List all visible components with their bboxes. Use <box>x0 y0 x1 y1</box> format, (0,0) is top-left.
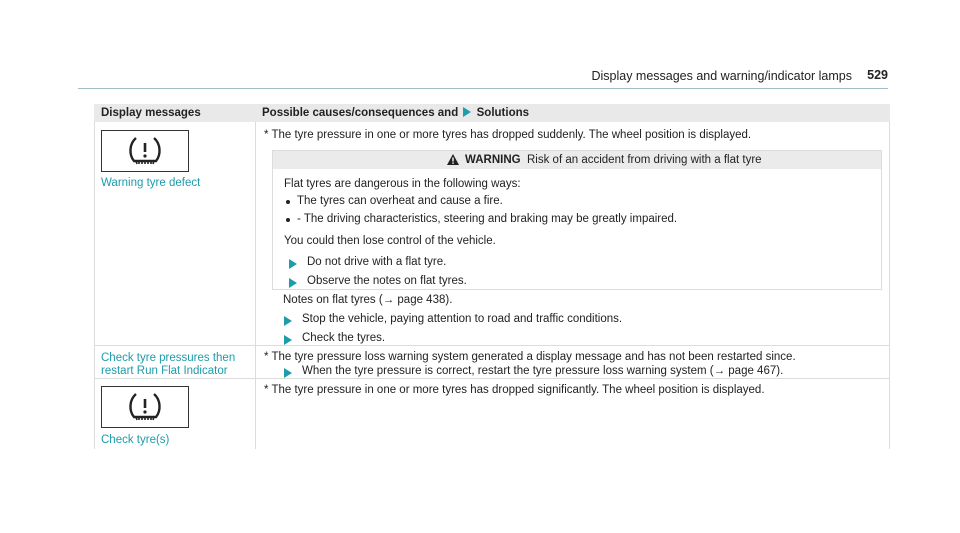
warning-intro: Flat tyres are dangerous in the following ways: <box>284 178 521 190</box>
col-header-causes-text: Possible causes/consequences and <box>262 107 459 119</box>
col-header-messages: Display messages <box>101 107 201 119</box>
solution-arrow-icon <box>289 259 297 269</box>
bullet-marker <box>286 218 290 222</box>
row-divider <box>94 345 890 346</box>
tyre-pressure-lamp <box>101 130 189 172</box>
tyre-pressure-lamp <box>101 386 189 428</box>
solution-arrow-icon <box>284 335 292 345</box>
bullet-marker <box>286 200 290 204</box>
solution-arrow-icon <box>289 278 297 288</box>
header-rule <box>78 88 888 89</box>
grid-line <box>255 122 256 449</box>
warning-bullet: - The driving characteristics, steering and braking may be greatly impaired. <box>297 213 678 225</box>
table-header <box>94 104 890 122</box>
warning-title: Risk of an accident from driving with a flat tyre <box>527 154 762 166</box>
col-header-causes <box>262 107 529 119</box>
warning-box-header <box>273 151 881 169</box>
solution-arrow-icon <box>284 368 292 378</box>
message-line: restart Run Flat Indicator <box>101 365 228 377</box>
tyre-pressure-warning-icon <box>128 391 162 423</box>
warning-box <box>272 150 882 290</box>
row-divider <box>94 378 890 379</box>
solution-step: Check the tyres. <box>302 332 386 344</box>
message-line: Check tyre pressures then <box>101 352 236 364</box>
page-number: 529 <box>867 68 888 82</box>
warning-step: Observe the notes on flat tyres. <box>307 275 467 287</box>
messages-table <box>94 104 890 449</box>
cause-text: * The tyre pressure in one or more tyres has dropped suddenly. The wheel position is displayed. <box>264 129 752 141</box>
solution-step: Stop the vehicle, paying attention to road and traffic conditions. <box>302 313 623 325</box>
col-header-solutions-text: Solutions <box>476 107 530 119</box>
cause-text: * The tyre pressure in one or more tyres has dropped significantly. The wheel position is displayed. <box>264 384 765 396</box>
flat-tyre-reference: Notes on flat tyres (→ page 438). <box>283 294 453 306</box>
cause-text: * The tyre pressure loss warning system generated a display message and has not been restarted since. <box>264 351 796 363</box>
warning-step: Do not drive with a flat tyre. <box>307 256 447 268</box>
message-check-tyre-pressures <box>101 352 235 378</box>
warning-note: You could then lose control of the vehicle. <box>284 235 496 247</box>
tyre-pressure-warning-icon <box>128 135 162 167</box>
warning-triangle-icon <box>447 154 459 165</box>
warning-label: WARNING <box>465 154 521 166</box>
solution-arrow-icon <box>284 316 292 326</box>
message-check-tyres: Check tyre(s) <box>101 434 170 446</box>
grid-line <box>94 122 95 449</box>
warning-bullet: The tyres can overheat and cause a fire. <box>297 195 503 207</box>
message-warning-tyre-defect: Warning tyre defect <box>101 177 201 189</box>
solution-step: When the tyre pressure is correct, restart the tyre pressure loss warning system (→ page 467). <box>302 365 784 377</box>
running-header-title: Display messages and warning/indicator lamps <box>591 69 852 83</box>
grid-line <box>889 122 890 449</box>
solution-arrow-icon <box>463 107 471 117</box>
